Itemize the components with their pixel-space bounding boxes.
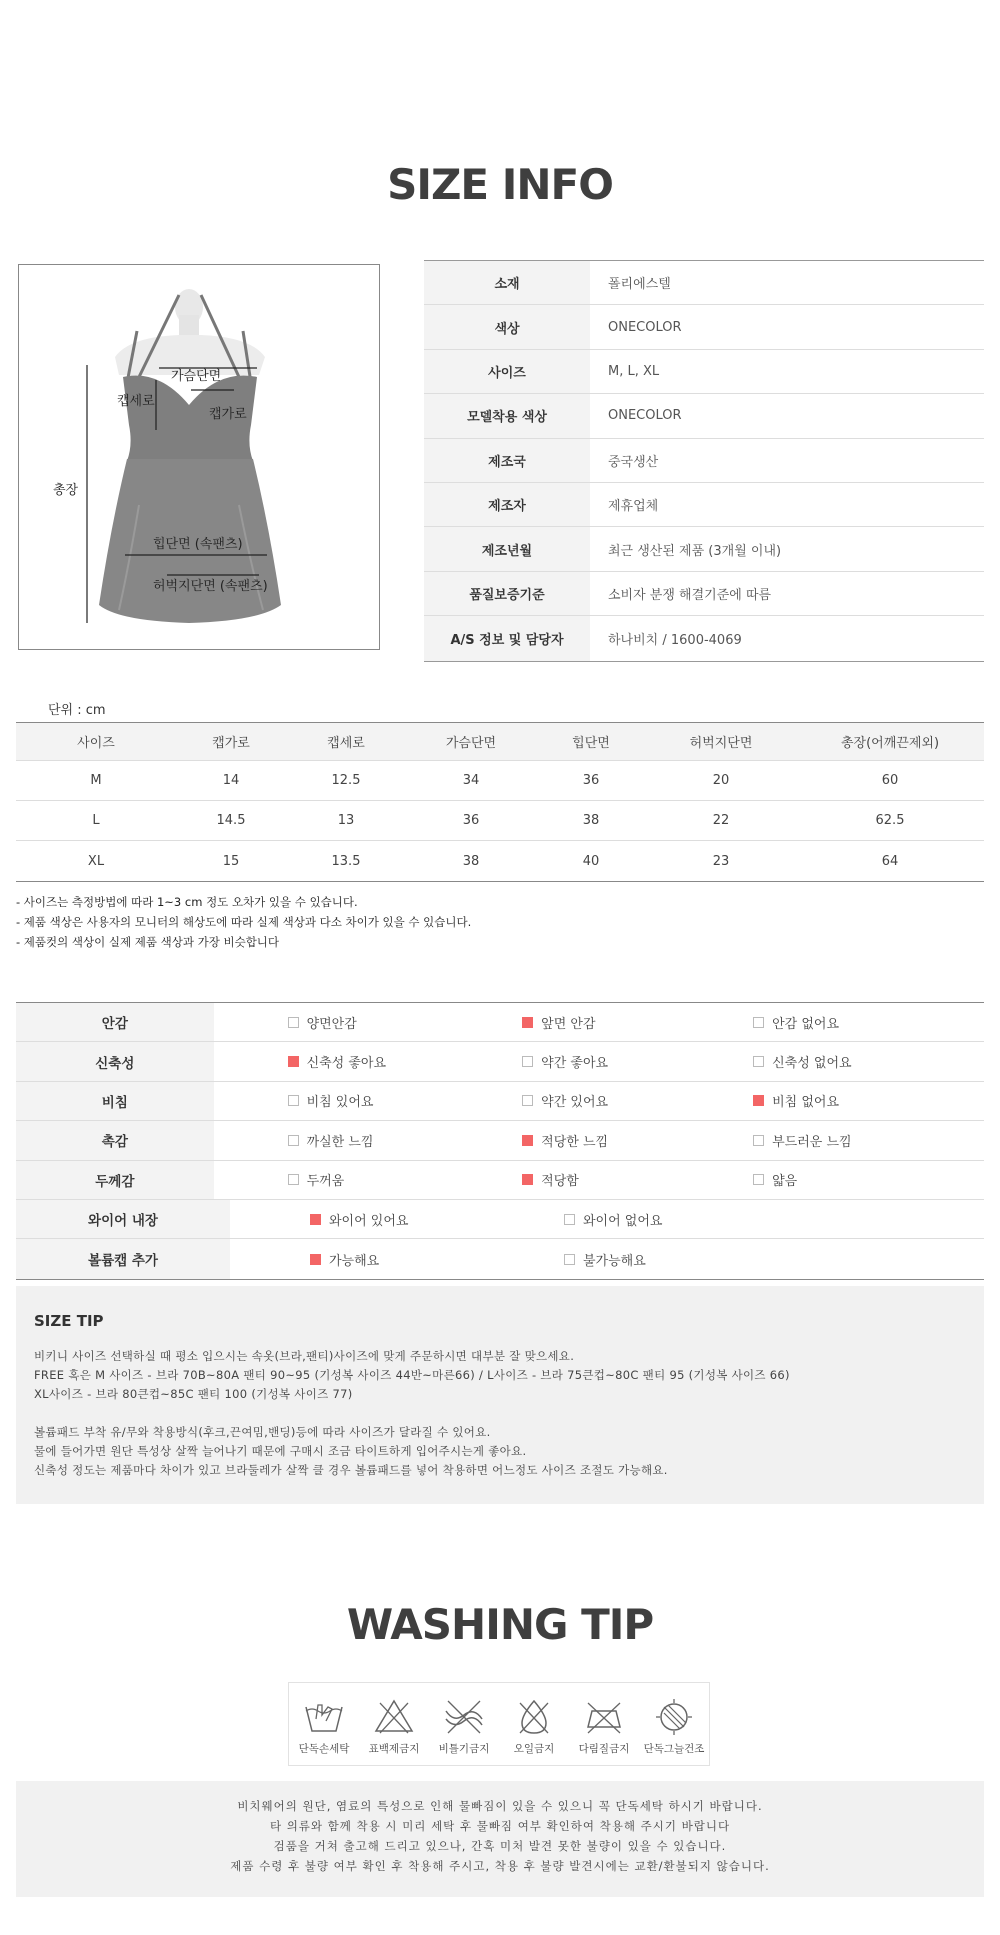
spec-key: 사이즈 — [424, 350, 590, 393]
feature-option-label: 비침 없어요 — [772, 1095, 840, 1111]
unchecked-box-icon — [564, 1214, 575, 1225]
size-tip-title: SIZE TIP — [34, 1312, 104, 1330]
spec-key: 모델착용 색상 — [424, 394, 590, 437]
feature-option — [564, 1200, 814, 1238]
label-chest: 가슴단면 — [171, 369, 222, 384]
table-cell: 60 — [881, 773, 899, 788]
washing-icon-item — [362, 1697, 426, 1756]
feature-option — [564, 1239, 814, 1278]
feature-key: 신축성 — [16, 1042, 214, 1080]
table-row — [16, 761, 984, 801]
hand-wash-icon — [302, 1697, 346, 1735]
header-cell: 사이즈 — [77, 736, 115, 751]
feature-option — [753, 1161, 984, 1199]
feature-option — [522, 1121, 753, 1159]
feature-option — [522, 1003, 753, 1041]
washing-notice-line: 비치웨어의 원단, 염료의 특성으로 인해 물빠짐이 있을 수 있으니 꼭 단독세탁 하시기 바랍니다. — [237, 1799, 763, 1813]
size-tip-line: 볼륨패드 부착 유/무와 착용방식(후크,끈여밈,밴딩)등에 따라 사이즈가 달라질 수 있어요. — [34, 1425, 491, 1439]
feature-option — [288, 1161, 523, 1199]
header-cell: 캡가로 — [212, 736, 250, 751]
unchecked-box-icon — [288, 1017, 299, 1028]
note-line: - 제품 색상은 사용자의 모니터의 해상도에 따라 실제 색상과 다소 차이가 있을 수 있습니다. — [16, 915, 472, 929]
header-cell: 총장(어깨끈제외) — [840, 736, 940, 751]
table-cell: 34 — [462, 773, 480, 788]
unchecked-box-icon — [564, 1254, 575, 1265]
checked-box-icon — [753, 1095, 764, 1106]
feature-option-label: 앞면 안감 — [541, 1016, 596, 1032]
unchecked-box-icon — [288, 1174, 299, 1185]
spec-value: 제휴업체 — [608, 499, 659, 515]
washing-icons — [288, 1682, 710, 1766]
unchecked-box-icon — [753, 1174, 764, 1185]
feature-option — [522, 1082, 753, 1120]
feature-option-label: 약간 있어요 — [541, 1095, 609, 1111]
spec-row — [424, 305, 984, 349]
washing-notice-line: 타 의류와 함께 착용 시 미리 세탁 후 물빠짐 여부 확인하여 착용해 주시기 바랍니다 — [269, 1819, 731, 1833]
table-cell: 13.5 — [331, 853, 361, 869]
spec-row — [424, 261, 984, 305]
feature-option — [288, 1042, 523, 1080]
spec-key: 소재 — [424, 261, 590, 304]
no-iron-icon — [582, 1697, 626, 1735]
product-diagram — [18, 264, 380, 650]
unchecked-box-icon — [522, 1056, 533, 1067]
feature-option — [753, 1003, 984, 1041]
washing-label: 오일금지 — [513, 1743, 555, 1755]
feature-row — [16, 1042, 984, 1081]
label-hip: 힙단면 (속팬츠) — [153, 537, 243, 552]
table-cell: 64 — [881, 853, 899, 869]
washing-notice-line: 제품 수령 후 불량 여부 확인 후 착용해 주시고, 착용 후 불량 발견시에는 교환/환불되지 않습니다. — [230, 1859, 770, 1873]
washing-icon-item — [572, 1697, 636, 1756]
label-cup-width: 캡가로 — [209, 407, 247, 422]
spec-row — [424, 439, 984, 483]
table-cell: 36 — [582, 773, 600, 788]
feature-option-label: 가능해요 — [329, 1253, 380, 1269]
size-tip-line: FREE 혹은 M 사이즈 - 브라 70B~80A 팬티 90~95 (기성복 사이즈 44반~마른66) / L사이즈 - 브라 75큰컵~80C 팬티 95 (기성복 사이즈 66) — [34, 1368, 790, 1382]
feature-key: 볼륨캡 추가 — [16, 1239, 230, 1278]
feature-option-label: 안감 없어요 — [772, 1016, 840, 1032]
washing-icon-item — [642, 1697, 706, 1756]
label-total-length: 총장 — [53, 483, 79, 498]
product-spec-table — [424, 260, 984, 662]
size-table-header — [16, 723, 984, 761]
size-tip-line: 물에 들어가면 원단 특성상 살짝 늘어나기 때문에 구매시 조금 타이트하게 입어주시는게 좋아요. — [34, 1444, 527, 1458]
no-wring-icon — [442, 1697, 486, 1735]
feature-option-label: 까실한 느낌 — [306, 1134, 374, 1150]
spec-value: ONECOLOR — [608, 408, 682, 424]
feature-option — [310, 1200, 564, 1238]
feature-option-label: 비침 있어요 — [306, 1095, 374, 1111]
spec-value: ONECOLOR — [608, 319, 682, 335]
feature-row — [16, 1161, 984, 1200]
feature-option-label: 적당함 — [541, 1174, 579, 1190]
washing-icon-item — [502, 1697, 566, 1756]
table-cell: XL — [87, 853, 105, 869]
fabric-features-table — [16, 1002, 984, 1280]
washing-notice-box — [16, 1781, 984, 1897]
spec-key: 품질보증기준 — [424, 572, 590, 615]
feature-option — [753, 1082, 984, 1120]
feature-option-label: 불가능해요 — [583, 1253, 646, 1269]
feature-row — [16, 1003, 984, 1042]
spec-key: 제조자 — [424, 483, 590, 526]
spec-row — [424, 483, 984, 527]
spec-key: A/S 정보 및 담당자 — [424, 616, 590, 660]
table-cell: 62.5 — [875, 813, 905, 828]
size-tip-line: 비키니 사이즈 선택하실 때 평소 입으시는 속옷(브라,팬티)사이즈에 맞게 주문하시면 대부분 잘 맞으세요. — [34, 1349, 575, 1363]
unit-label: 단위 : cm — [48, 703, 106, 718]
spec-key: 제조국 — [424, 439, 590, 482]
unchecked-box-icon — [288, 1095, 299, 1106]
table-cell: 23 — [712, 853, 730, 869]
header-cell: 캡세로 — [327, 736, 365, 751]
table-row — [16, 801, 984, 841]
table-cell: 38 — [582, 813, 600, 828]
feature-row — [16, 1200, 984, 1239]
spec-key: 제조년월 — [424, 527, 590, 570]
washing-notice-line: 검품을 거쳐 출고해 드리고 있으나, 간혹 미처 발견 못한 불량이 있을 수 있습니다. — [273, 1839, 727, 1853]
size-tip-line: XL사이즈 - 브라 80큰컵~85C 팬티 100 (기성복 사이즈 77) — [34, 1387, 353, 1401]
size-tip-line: 신축성 정도는 제품마다 차이가 있고 브라둘레가 살짝 클 경우 볼륨패드를 넣어 착용하면 어느정도 사이즈 조절도 가능해요. — [34, 1463, 668, 1477]
feature-option — [753, 1042, 984, 1080]
unchecked-box-icon — [522, 1095, 533, 1106]
checked-box-icon — [522, 1017, 533, 1028]
table-row — [16, 841, 984, 881]
feature-key: 와이어 내장 — [16, 1200, 230, 1238]
washing-label: 단독그늘건조 — [643, 1743, 705, 1755]
feature-option-label: 양면안감 — [306, 1016, 357, 1032]
table-cell: 22 — [712, 813, 730, 828]
header-cell: 힙단면 — [572, 736, 610, 751]
feature-key: 두께감 — [16, 1161, 214, 1199]
table-cell: 12.5 — [331, 773, 361, 788]
feature-option — [522, 1042, 753, 1080]
table-cell: 36 — [462, 813, 480, 828]
checked-box-icon — [310, 1254, 321, 1265]
feature-key: 촉감 — [16, 1121, 214, 1159]
note-line: - 사이즈는 측정방법에 따라 1~3 cm 정도 오차가 있을 수 있습니다. — [16, 895, 358, 909]
feature-key: 안감 — [16, 1003, 214, 1041]
feature-row — [16, 1121, 984, 1160]
spec-value: 최근 생산된 제품 (3개월 이내) — [608, 543, 782, 559]
table-cell: 20 — [712, 773, 730, 788]
spec-row — [424, 350, 984, 394]
washing-icon-item — [432, 1697, 496, 1756]
feature-option-label: 얇음 — [772, 1174, 798, 1190]
washing-label: 표백제금지 — [368, 1743, 420, 1755]
table-cell: 14.5 — [216, 813, 246, 828]
feature-option-label: 와이어 있어요 — [329, 1213, 409, 1229]
feature-option-label: 신축성 좋아요 — [306, 1056, 387, 1072]
feature-key: 비침 — [16, 1082, 214, 1120]
label-thigh: 허벅지단면 (속팬츠) — [153, 579, 268, 594]
spec-value: 중국생산 — [608, 454, 659, 470]
no-dryclean-icon — [512, 1697, 556, 1735]
header-cell: 허벅지단면 — [689, 736, 753, 751]
feature-option — [288, 1003, 523, 1041]
feature-option-label: 약간 좋아요 — [541, 1056, 609, 1072]
spec-key: 색상 — [424, 305, 590, 348]
spec-value: 소비자 분쟁 해결기준에 따름 — [608, 587, 772, 603]
feature-option-label: 와이어 없어요 — [583, 1213, 663, 1229]
size-table — [16, 722, 984, 882]
table-cell: 38 — [462, 853, 480, 869]
table-cell: 14 — [222, 773, 240, 788]
feature-option — [288, 1082, 523, 1120]
no-bleach-icon — [372, 1697, 416, 1735]
checked-box-icon — [288, 1056, 299, 1067]
size-notes — [16, 892, 471, 952]
header-cell: 가슴단면 — [445, 736, 497, 751]
washing-label: 다림질금지 — [578, 1743, 630, 1755]
note-line: - 제품컷의 색상이 실제 제품 색상과 가장 비슷합니다 — [16, 935, 280, 949]
checked-box-icon — [522, 1174, 533, 1185]
feature-option-label: 부드러운 느낌 — [772, 1134, 852, 1150]
spec-row — [424, 394, 984, 438]
table-cell: M — [90, 773, 102, 788]
washing-label: 단독손세탁 — [298, 1743, 350, 1755]
feature-option — [522, 1161, 753, 1199]
unchecked-box-icon — [753, 1017, 764, 1028]
shade-dry-icon — [652, 1697, 696, 1735]
unchecked-box-icon — [753, 1056, 764, 1067]
feature-option — [753, 1121, 984, 1159]
spec-row — [424, 527, 984, 571]
spec-value: 폴리에스텔 — [608, 277, 671, 293]
size-info-title: SIZE INFO — [387, 160, 613, 209]
table-cell: L — [92, 813, 100, 828]
table-cell: 40 — [582, 853, 600, 869]
label-cup-height: 캡세로 — [117, 394, 155, 409]
feature-option — [288, 1121, 523, 1159]
feature-row — [16, 1239, 984, 1278]
unchecked-box-icon — [753, 1135, 764, 1146]
washing-tip-title: WASHING TIP — [346, 1600, 654, 1649]
table-cell: 15 — [222, 853, 240, 869]
feature-option-label: 두꺼움 — [306, 1174, 345, 1190]
feature-option — [310, 1239, 564, 1278]
feature-option-label: 신축성 없어요 — [772, 1056, 852, 1072]
washing-label: 비틀기금지 — [438, 1743, 490, 1755]
feature-option-label: 적당한 느낌 — [541, 1134, 609, 1150]
washing-icon-item — [292, 1697, 356, 1756]
checked-box-icon — [310, 1214, 321, 1225]
spec-row — [424, 616, 984, 660]
unchecked-box-icon — [288, 1135, 299, 1146]
table-cell: 13 — [337, 813, 355, 828]
spec-value: M, L, XL — [608, 363, 660, 379]
feature-row — [16, 1082, 984, 1121]
spec-value: 하나비치 / 1600-4069 — [608, 632, 742, 648]
spec-row — [424, 572, 984, 616]
checked-box-icon — [522, 1135, 533, 1146]
size-tip-box — [16, 1286, 984, 1504]
